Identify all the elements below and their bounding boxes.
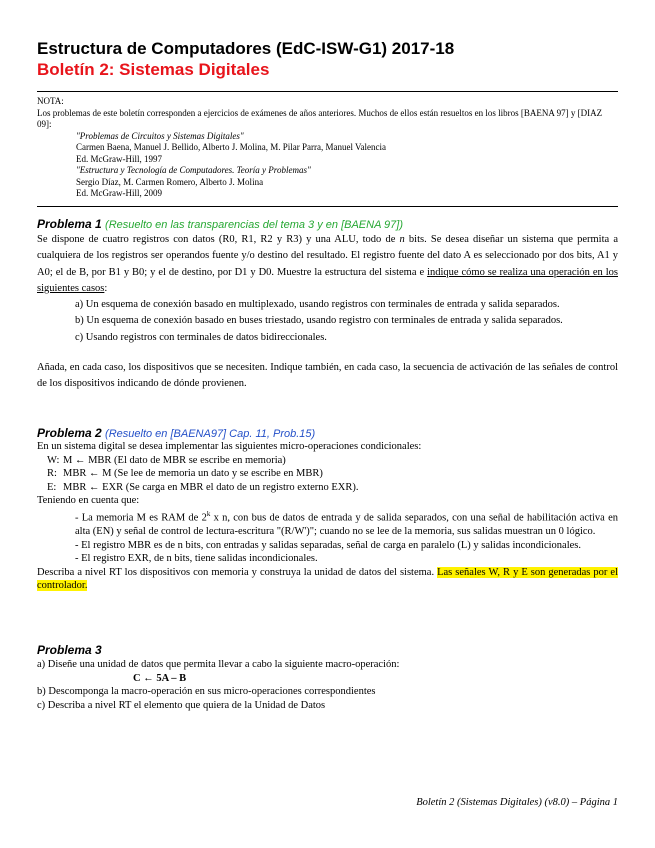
microop-r: R: MBR ← M (Se lee de memoria un dato y se escribe en MBR) (47, 468, 323, 480)
problem1-intro: Se dispone de cuatro registros con datos (R0, R1, R2 y R3) y una ALU, todo de n bits. Se desea diseñar un sistema que permita a cualquiera de los registros ser operandos fuente y/o destino del resultado. El registro fuente del dato A es seleccionado por dos bits, A1 y A0; el de B, por B1 y B0; y el de destino, por D1 y D0. Muestre la estructura del sistema e indique cómo se realiza una operación en los siguientes casos: (37, 234, 618, 294)
problem1-body (37, 232, 618, 393)
problem2-bullet-mbr: - El registro MBR es de n bits, con entradas y salidas separadas, señal de carga en paralelo (L) y salidas incondicionales. (75, 539, 581, 551)
book1-publisher: Ed. McGraw-Hill, 1997 (76, 153, 162, 164)
problem3-item-b: b) Descomponga la macro-operación en sus micro-operaciones correspondientes (37, 686, 376, 698)
problem2-heading (37, 426, 315, 440)
book2-title: "Estructura y Tecnología de Computadores. Teoría y Problemas" (76, 165, 311, 175)
problem1-reference: (Resuelto en las transparencias del tema 3 y en [BAENA 97]) (105, 219, 404, 231)
problem2-title: Problema 2 (37, 426, 102, 440)
microop-w: W: M ← MBR (El dato de MBR se escribe en memoria) (47, 454, 286, 466)
problem2-having: Teniendo en cuenta que: (37, 495, 140, 507)
note-divider (37, 206, 618, 207)
document-title: Estructura de Computadores (EdC-ISW-G1) 2017-18 (37, 39, 455, 58)
header-divider (37, 91, 618, 92)
problem1-closing: Añada, en cada caso, los dispositivos que se necesiten. Indique también, en cada caso, la secuencia de activación de las señales de control de los dispositivos indicando de dónde provienen. (37, 362, 618, 390)
book2-authors: Sergio Díaz, M. Carmen Romero, Alberto J. Molina (76, 176, 264, 187)
problem3-heading (37, 643, 102, 657)
problem3-title: Problema 3 (37, 643, 102, 657)
problem3-body (37, 658, 618, 712)
problem1-item-b: b) Un esquema de conexión basado en buses triestado, usando registro con terminales de entrada y salida separados. (75, 315, 563, 327)
problem2-body (37, 440, 618, 593)
note-text: Los problemas de este boletín corresponden a ejercicios de exámenes de años anteriores. Muchos de ellos están resueltos en los libros [BAENA 97] y [DIAZ 09]: (37, 107, 603, 129)
note-label: NOTA: (37, 96, 64, 106)
problem2-bullet-memory: - La memoria M es RAM de 2$^k$ x n, con bus de datos de entrada y de salida separados, con una señal de habilitación activa en alta (EN) y señal de control de lectura-escritura "(R/W')"; cuando no se lee de la memoria, sus salidas muestran un 0 lógico. (75, 509, 619, 538)
book2-publisher: Ed. McGraw-Hill, 2009 (76, 188, 162, 198)
problem2-reference: (Resuelto en [BAENA97] Cap. 11, Prob.15) (105, 428, 316, 440)
highlighted-note: Las señales W, R y E son generadas por el controlador. (37, 566, 618, 592)
note-block (37, 96, 618, 200)
problem1-item-c: c) Usando registros con terminales de datos bidireccionales. (75, 331, 327, 343)
problem3-item-a: a) Diseñe una unidad de datos que permita llevar a cabo la siguiente macro-operación: (37, 659, 400, 670)
problem1-title: Problema 1 (37, 217, 102, 231)
page-footer: Boletín 2 (Sistemas Digitales) (v8.0) – Página 1 (416, 797, 618, 808)
document-subtitle: Boletín 2: Sistemas Digitales (37, 60, 270, 79)
microop-e: E: MBR ← EXR (Se carga en MBR el dato de un registro externo EXR). (47, 481, 359, 493)
book1-title: "Problemas de Circuitos y Sistemas Digitales" (76, 130, 244, 141)
problem2-closing: Describa a nivel RT los dispositivos con memoria y construya la unidad de datos del sistema. Las señales W, R y E son generadas por el controlador. (37, 566, 618, 592)
problem1-heading (37, 217, 403, 231)
problem3-item-c: c) Describa a nivel RT el elemento que quiera de la Unidad de Datos (37, 699, 326, 711)
problem2-intro: En un sistema digital se desea implementar las siguientes micro-operaciones condicionales: (37, 441, 422, 452)
problem1-item-a: a) Un esquema de conexión basado en multiplexado, usando registros con terminales de entrada y salida separados. (75, 299, 560, 311)
problem2-bullet-exr: - El registro EXR, de n bits, tiene salidas incondicionales. (75, 553, 318, 565)
problem3-formula: C ← 5A – B (133, 672, 187, 684)
book1-authors: Carmen Baena, Manuel J. Bellido, Alberto J. Molina, M. Pilar Parra, Manuel Valencia (76, 142, 387, 152)
